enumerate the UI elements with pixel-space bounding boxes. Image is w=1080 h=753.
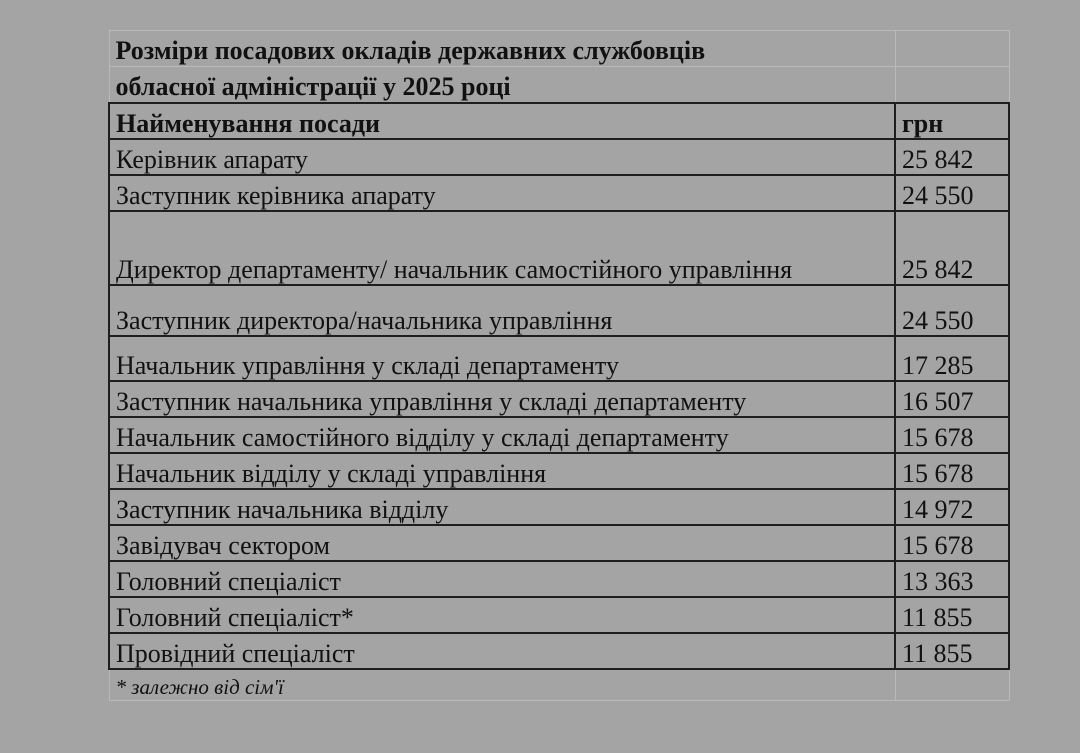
position-cell: Заступник начальника відділу — [109, 489, 895, 525]
footnote-row — [109, 669, 1009, 701]
salary-cell: 11 855 — [895, 597, 1009, 633]
title-line-2: обласної адміністрації у 2025 році — [109, 67, 895, 103]
salary-table — [108, 30, 1010, 701]
salary-cell: 16 507 — [895, 381, 1009, 417]
position-cell: Заступник начальника управління у складі департаменту — [109, 381, 895, 417]
salary-cell: 24 550 — [895, 285, 1009, 336]
salary-cell: 14 972 — [895, 489, 1009, 525]
table-row — [109, 489, 1009, 525]
empty-cell — [895, 31, 1009, 67]
salary-cell: 11 855 — [895, 633, 1009, 669]
table-row — [109, 453, 1009, 489]
table-row — [109, 525, 1009, 561]
position-cell: Заступник директора/начальника управління — [109, 285, 895, 336]
position-cell: Заступник керівника апарату — [109, 175, 895, 211]
table-row — [109, 175, 1009, 211]
position-cell: Начальник самостійного відділу у складі департаменту — [109, 417, 895, 453]
position-cell: Провідний спеціаліст — [109, 633, 895, 669]
salary-cell: 15 678 — [895, 453, 1009, 489]
salary-cell: 15 678 — [895, 417, 1009, 453]
empty-cell — [895, 67, 1009, 103]
salary-cell: 17 285 — [895, 336, 1009, 381]
table-row — [109, 211, 1009, 285]
title-row-1 — [109, 31, 1009, 67]
salary-cell: 25 842 — [895, 211, 1009, 285]
position-cell: Начальник відділу у складі управління — [109, 453, 895, 489]
table-row — [109, 633, 1009, 669]
footnote: * залежно від сім'ї — [109, 669, 895, 701]
position-cell: Директор департаменту/ начальник самостійного управління — [109, 211, 895, 285]
salary-cell: 13 363 — [895, 561, 1009, 597]
title-line-1: Розміри посадових окладів державних службовців — [109, 31, 895, 67]
table-row — [109, 139, 1009, 175]
table-row — [109, 561, 1009, 597]
empty-cell — [895, 669, 1009, 701]
position-cell: Начальник управління у складі департаменту — [109, 336, 895, 381]
table-row — [109, 381, 1009, 417]
header-position: Найменування посади — [109, 103, 895, 139]
table-row — [109, 417, 1009, 453]
table-row — [109, 285, 1009, 336]
position-cell: Завідувач сектором — [109, 525, 895, 561]
position-cell: Керівник апарату — [109, 139, 895, 175]
table-row — [109, 597, 1009, 633]
title-row-2 — [109, 67, 1009, 103]
header-unit: грн — [895, 103, 1009, 139]
salary-cell: 25 842 — [895, 139, 1009, 175]
salary-cell: 24 550 — [895, 175, 1009, 211]
table-row — [109, 336, 1009, 381]
position-cell: Головний спеціаліст — [109, 561, 895, 597]
header-row — [109, 103, 1009, 139]
salary-cell: 15 678 — [895, 525, 1009, 561]
position-cell: Головний спеціаліст* — [109, 597, 895, 633]
